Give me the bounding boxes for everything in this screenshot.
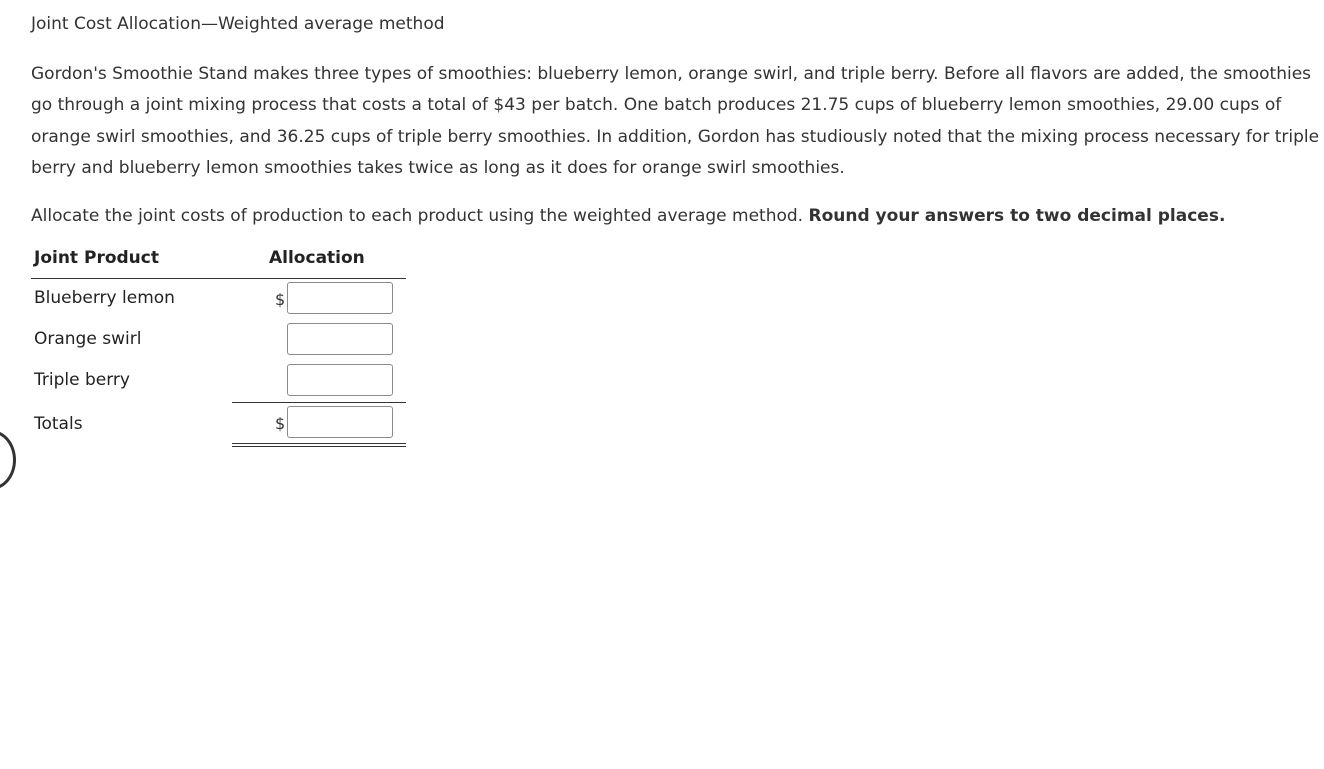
row-label-triple-berry: Triple berry bbox=[34, 370, 130, 390]
row-label-orange-swirl: Orange swirl bbox=[34, 329, 142, 349]
instruction bbox=[31, 201, 1225, 231]
totals-dollar-sign: $ bbox=[275, 414, 286, 433]
instruction-emphasis: Round your answers to two decimal places. bbox=[808, 206, 1226, 226]
header-divider bbox=[31, 278, 406, 279]
blueberry-lemon-allocation-input[interactable] bbox=[287, 282, 393, 314]
circle-marker-icon bbox=[0, 430, 16, 490]
orange-swirl-allocation-input[interactable] bbox=[287, 323, 393, 355]
row-label-blueberry-lemon: Blueberry lemon bbox=[34, 288, 175, 308]
page-title: Joint Cost Allocation—Weighted average method bbox=[31, 14, 445, 34]
problem-statement: Gordon's Smoothie Stand makes three types of smoothies: blueberry lemon, orange swirl, and triple berry. Before all flavors are added, the smoothies go through a joint mixing process that costs a total of $43 per batch. One batch produces 21.75 cups of blueberry lemon smoothies, 29.00 cups of orange swirl smoothies, and 36.25 cups of triple berry smoothies. In addition, Gordon has studiously noted that the mixing process necessary for triple berry and blueberry lemon smoothies takes twice as long as it does for orange swirl smoothies. bbox=[31, 64, 1320, 178]
column-header-joint-product: Joint Product bbox=[34, 248, 159, 268]
dollar-sign: $ bbox=[275, 290, 286, 309]
totals-allocation-input[interactable] bbox=[287, 406, 393, 438]
column-header-allocation: Allocation bbox=[269, 248, 365, 268]
total-double-rule-top bbox=[232, 443, 406, 444]
row-label-totals: Totals bbox=[34, 414, 83, 434]
instruction-text: Allocate the joint costs of production to each product using the weighted average method. bbox=[31, 206, 804, 226]
subtotal-rule bbox=[232, 402, 406, 403]
triple-berry-allocation-input[interactable] bbox=[287, 364, 393, 396]
total-double-rule-bottom bbox=[232, 446, 406, 447]
